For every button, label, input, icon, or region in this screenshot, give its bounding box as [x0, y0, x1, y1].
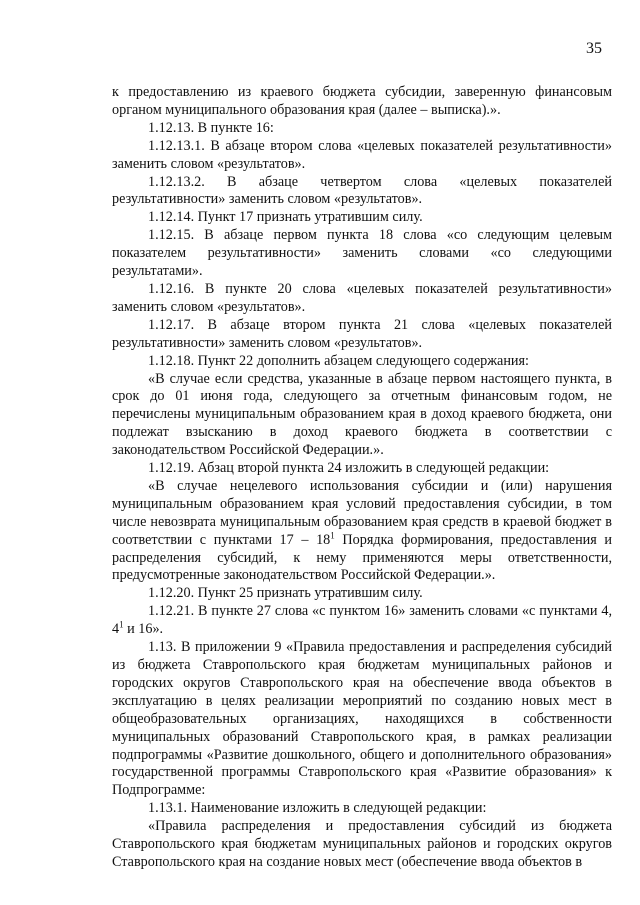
paragraph-1-12-13-1: 1.12.13.1. В абзаце втором слова «целевых показателей результативности» заменить словом «результатов». [112, 137, 612, 172]
document-body [112, 84, 612, 872]
superscript-18-1: 1 [330, 529, 335, 540]
paragraph-1-12-14: 1.12.14. Пункт 17 признать утратившим силу. [148, 209, 423, 226]
paragraph-1-12-16: 1.12.16. В пункте 20 слова «целевых показателей результативности» заменить словом «результатов». [112, 280, 612, 315]
paragraph-quote-1-12-19 [112, 478, 612, 585]
paragraph-1-12-21-part-b: и 16». [123, 621, 164, 638]
paragraph-1-12-20: 1.12.20. Пункт 25 признать утратившим силу. [148, 585, 423, 602]
paragraph-1-12-18: 1.12.18. Пункт 22 дополнить абзацем следующего содержания: [148, 352, 529, 369]
paragraph-1-12-17: 1.12.17. В абзаце втором пункта 21 слова «целевых показателей результативности» заменить словом «результатов». [112, 316, 612, 351]
paragraph-1-12-13-2: 1.12.13.2. В абзаце четвертом слова «целевых показателей результативности» заменить словом «результатов». [112, 173, 612, 208]
superscript-4-1: 1 [119, 619, 124, 630]
paragraph-1-12-21-part-a: 1.12.21. В пункте 27 слова «с пунктом 16» заменить словами «с пунктами 4, 4 [112, 603, 612, 638]
paragraph-1-13-1: 1.13.1. Наименование изложить в следующей редакции: [148, 800, 487, 817]
paragraph-1-12-21 [112, 603, 612, 639]
paragraph-quote-1-12-18: «В случае если средства, указанные в абзаце первом настоящего пункта, в срок до 01 июня года, следующего за отчетным финансовым годом, не перечислены муниципальным образованием края в доход краевого бюджета, они подлежат взысканию в доход краевого бюджета в соответствии с законодательством Российской Федерации.». [112, 370, 612, 459]
paragraph-1-12-19: 1.12.19. Абзац второй пункта 24 изложить в следующей редакции: [148, 460, 550, 477]
paragraph-1-12-15: 1.12.15. В абзаце первом пункта 18 слова «со следующим целевым показателем результативности» заменить словами «со следующими результатами». [112, 227, 612, 280]
quote-1-12-19-part-b: Порядка формирования, предоставления и распределения субсидий, к нему применяются меры ответственности, предусмотренные законодательством Российской Федерации.». [112, 531, 613, 584]
paragraph-continuation: к предоставлению из краевого бюджета субсидии, заверенную финансовым органом муниципального образования края (далее – выписка).». [112, 84, 612, 118]
quote-1-12-19-part-a: «В случае нецелевого использования субсидии и (или) нарушения муниципальным образованием края условий предоставления субсидии, в том числе невозврата муниципальным образованием края средств в краевой бюджет в соответствии с пунктами 17 – 18 [112, 477, 612, 548]
page-number: 35 [586, 40, 602, 57]
paragraph-1-12-13: 1.12.13. В пункте 16: [148, 119, 274, 136]
paragraph-1-13: 1.13. В приложении 9 «Правила предоставления и распределения субсидий из бюджета Ставропольского края бюджетам муниципальных районов и городских округов Ставропольского края на обеспечение ввода объектов в эксплуатацию в целях реализации мероприятий по созданию новых мест в общеобразовательных организациях, находящихся в собственности муниципальных образований Ставропольского края, в рамках реализации подпрограммы «Развитие дошкольного, общего и дополнительного образования» государственной программы Ставропольского края «Развитие образования» к Подпрограмме: [112, 639, 612, 799]
paragraph-quote-1-13-1: «Правила распределения и предоставления субсидий из бюджета Ставропольского края бюджетам муниципальных районов и городских округов Ставропольского края на создание новых мест (обеспечение ввода объектов в [112, 818, 612, 870]
